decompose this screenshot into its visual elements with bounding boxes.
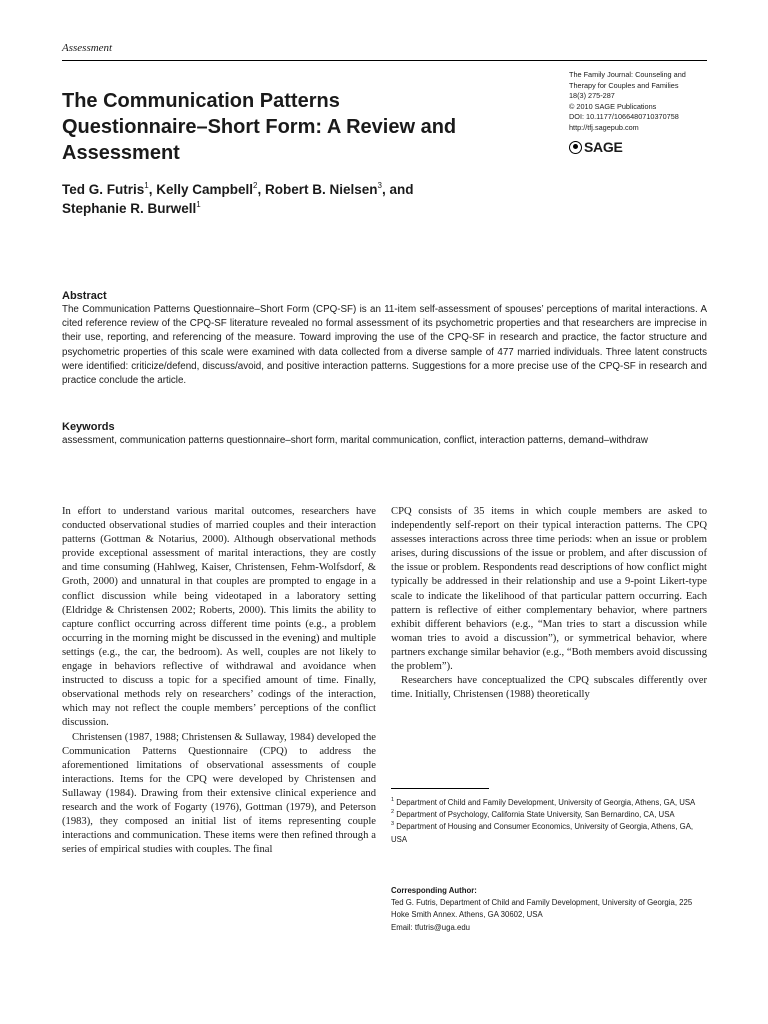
keywords-section <box>62 421 707 448</box>
body-paragraph: Christensen (1987, 1988; Christensen & Sullaway, 1984) developed the Communication Patterns Questionnaire (CPQ) to address the aforementioned limitations of observational assessments of couple interactions. Items for the CPQ were developed by Christensen and Sullaway (1984). Drawing from their extensive clinical experience and research and the work of Fogarty (1976), Gottman (1979), and Peterson (1983), they composed an initial list of items representing couple interactions and communication. These items were then refined through a series of empirical studies with couples. The final <box>62 731 376 856</box>
abstract-heading: Abstract <box>62 290 107 302</box>
body-paragraph: In effort to understand various marital outcomes, researchers have conducted observational studies of married couples and their interaction patterns (Gottman & Notarius, 2000). Although observational methods provide exceptional assessment of marital interactions, they are costly and time consuming (Hahlweg, Kaiser, Christensen, Fehm-Wolfsdorf, & Groth, 2000) and unnatural in that couples are prompted to engage in a conflict discussion while being videotaped in a laboratory setting (Eldridge & Christensen 2002; Roberts, 2000). This limits the ability to capture conflict occurring across different time points (e.g., a problem occurring in the morning might be discussed in the evening) and multiple settings (e.g., the car, the bedroom). As well, couples are not likely to engage in behaviors reflective of withdrawal and avoidance when instructed to discuss a topic for a specified amount of time. Finally, observational methods rely on researchers’ codings of the interaction, which may not reflect the couple members’ perceptions of the conflict discussion. <box>62 506 376 729</box>
sage-logo <box>569 139 622 155</box>
body-right-column <box>391 505 707 702</box>
author: Kelly Campbell$^2$ <box>156 181 258 197</box>
affiliation: $^2$ Department of Psychology, California State University, San Bernardino, CA, USA <box>391 809 675 820</box>
sage-logo-icon <box>569 141 582 154</box>
affiliations <box>391 797 707 846</box>
journal-url[interactable]: http://tfj.sagepub.com <box>569 122 639 132</box>
keywords-text: assessment, communication patterns questionnaire–short form, marital communication, conflict, interaction patterns, demand–withdraw <box>62 435 648 446</box>
affiliation: $^3$ Department of Housing and Consumer Economics, University of Georgia, Athens, GA, USA <box>391 821 694 844</box>
corresponding-email[interactable]: Email: tfutris@uga.edu <box>391 922 470 932</box>
paper-title: The Communication Patterns Questionnaire–Short Form: A Review and Assessment <box>62 90 457 164</box>
author: Robert B. Nielsen$^3$ <box>264 181 382 197</box>
author: Ted G. Futris$^1$ <box>62 181 149 197</box>
doi[interactable]: DOI: 10.1177/1066480710370758 <box>569 112 679 121</box>
keywords-heading: Keywords <box>62 421 115 433</box>
affiliation: $^1$ Department of Child and Family Development, University of Georgia, Athens, GA, USA <box>391 797 696 807</box>
body-paragraph: CPQ consists of 35 items in which couple members are asked to independently self-report on their typical interaction patterns. The CPQ assesses interactions across three time periods: when an issue or problem arises, during discussions of the issue or problem, and after discussion of the issue or problem. Respondents read descriptions of how conflict might typically be addressed in their relationship and use a 9-point Likert-type scale to indicate the likelihood of that particular pattern occurring. Each pattern is reflective of either complementary behavior, where partners exhibit different behaviors (e.g., “Man tries to start a discussion while woman tries to avoid a discussion”), or symmetrical behavior, where partners exchange similar behavior (e.g., “Both members avoid discussing the problem”). <box>391 506 707 673</box>
abstract-section <box>62 290 707 388</box>
corresponding-address: Ted G. Futris, Department of Child and Family Development, University of Georgia, 225 Hoke Smith Annex. Athens, GA 30602, USA <box>391 898 693 920</box>
abstract-text: The Communication Patterns Questionnaire–Short Form (CPQ-SF) is an 11-item self-assessment of spouses’ perceptions of marital interactions. A cited reference review of the CPQ-SF literature revealed no formal assessment of its psychometric properties and that researchers are imprecise in their use, reporting, and referencing of the measure. Toward improving the use of the CPQ-SF in research and practice, the factor structure and psychometric properties of this scale were examined with data collected from a diverse sample of 477 married individuals. Three latent constructs were identified: criticize/defend, discuss/avoid, and positive interaction patterns. Suggestions for a more precise use of the CPQ-SF in research and practice conclude the article. <box>62 304 707 387</box>
footnote-rule <box>391 788 489 789</box>
copyright: © 2010 SAGE Publications <box>569 101 657 111</box>
header-rule <box>62 60 707 61</box>
volume-pages: 18(3) 275-287 <box>569 91 615 100</box>
corresponding-author <box>391 885 707 934</box>
author: Stephanie R. Burwell$^1$ <box>62 200 201 216</box>
body-paragraph: Researchers have conceptualized the CPQ subscales differently over time. Initially, Christensen (1988) theoretically <box>391 675 707 701</box>
publisher-name: SAGE <box>584 139 623 155</box>
journal-info <box>569 70 729 133</box>
section-label: Assessment <box>62 42 113 54</box>
journal-name-line2: Therapy for Couples and Families <box>569 80 679 90</box>
journal-name-line1: The Family Journal: Counseling and <box>569 70 686 79</box>
author-list: Ted G. Futris$^1$, Kelly Campbell$^2$, Robert B. Nielsen$^3$, and Stephanie R. Burwell$^1$ <box>62 181 414 216</box>
corresponding-heading: Corresponding Author: <box>391 886 477 895</box>
body-left-column <box>62 505 376 857</box>
